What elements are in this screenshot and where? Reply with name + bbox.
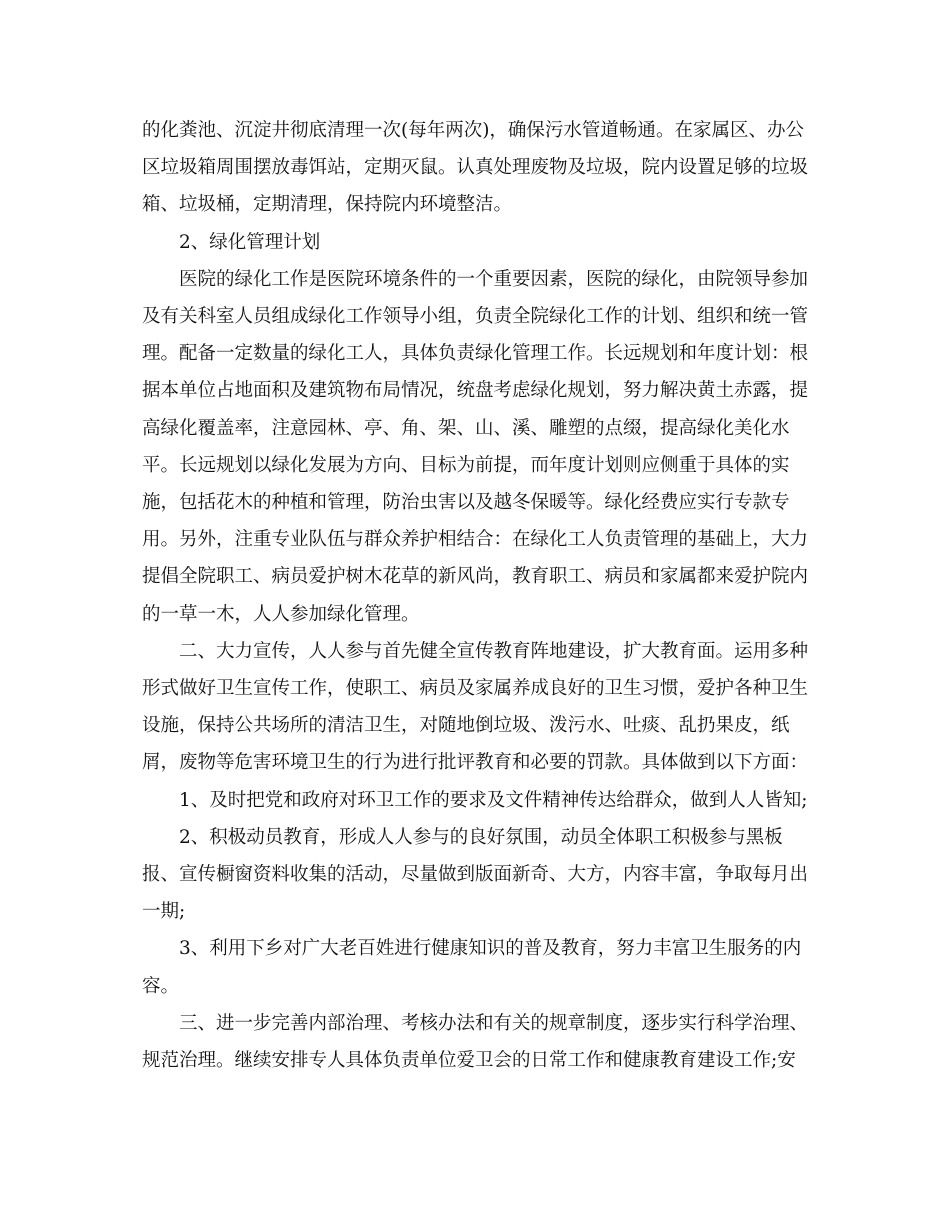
document-body — [142, 112, 808, 1079]
paragraph-internal-governance: 三、进一步完善内部治理、考核办法和有关的规章制度，逐步实行科学治理、规范治理。继续安排专人具体负责单位爱卫会的日常工作和健康教育建设工作;安 — [142, 1012, 809, 1072]
list-item-3: 3、利用下乡对广大老百姓进行健康知识的普及教育，努力丰富卫生服务的内容。 — [142, 938, 802, 997]
paragraph-sewage-cleaning: 的化粪池、沉淀井彻底清理一次(每年两次)，确保污水管道畅通。在家属区、办公区垃圾箱周围摆放毒饵站，定期灭鼠。认真处理废物及垃圾，院内设置足够的垃圾箱、垃圾桶，定期清理，保持院内环境整洁。 — [142, 120, 809, 216]
list-item-2: 2、积极动员教育，形成人人参与的良好氛围，动员全体职工积极参与黑板报、宣传橱窗资料收集的活动，尽量做到版面新奇、大方，内容丰富，争取每月出一期; — [142, 826, 809, 923]
list-item-1: 1、及时把党和政府对环卫工作的要求及文件精神传达给群众，做到人人皆知; — [179, 789, 808, 811]
paragraph-greening-management: 医院的绿化工作是医院环境条件的一个重要因素，医院的绿化，由院领导参加及有关科室人员组成绿化工作领导小组，负责全院绿化工作的计划、组织和统一管理。配备一定数量的绿化工人，具体负责绿化管理工作。长远规划和年度计划：根据本单位占地面积及建筑物布局情况，统盘考虑绿化规划，努力解决黄土赤露，提高绿化覆盖率，注意园林、亭、角、架、山、溪、雕塑的点缀，提高绿化美化水平。长远规划以绿化发展为方向、目标为前提，而年度计划则应侧重于具体的实施，包括花木的种植和管理，防治虫害以及越冬保暖等。绿化经费应实行专款专用。另外，注重专业队伍与群众养护相结合：在绿化工人负责管理的基础上，大力提倡全院职工、病员爱护树木花草的新风尚，教育职工、病员和家属都来爱护院内的一草一木，人人参加绿化管理。 — [142, 268, 809, 625]
heading-greening-plan: 2、绿化管理计划 — [179, 231, 321, 253]
paragraph-publicity: 二、大力宣传，人人参与首先健全宣传教育阵地建设，扩大教育面。运用多种形式做好卫生宣传工作，使职工、病员及家属养成良好的卫生习惯，爱护各种卫生设施，保持公共场所的清洁卫生，对随地倒垃圾、泼污水、吐痰、乱扔果皮，纸屑，废物等危害环境卫生的行为进行批评教育和必要的罚款。具体做到以下方面： — [142, 640, 809, 774]
